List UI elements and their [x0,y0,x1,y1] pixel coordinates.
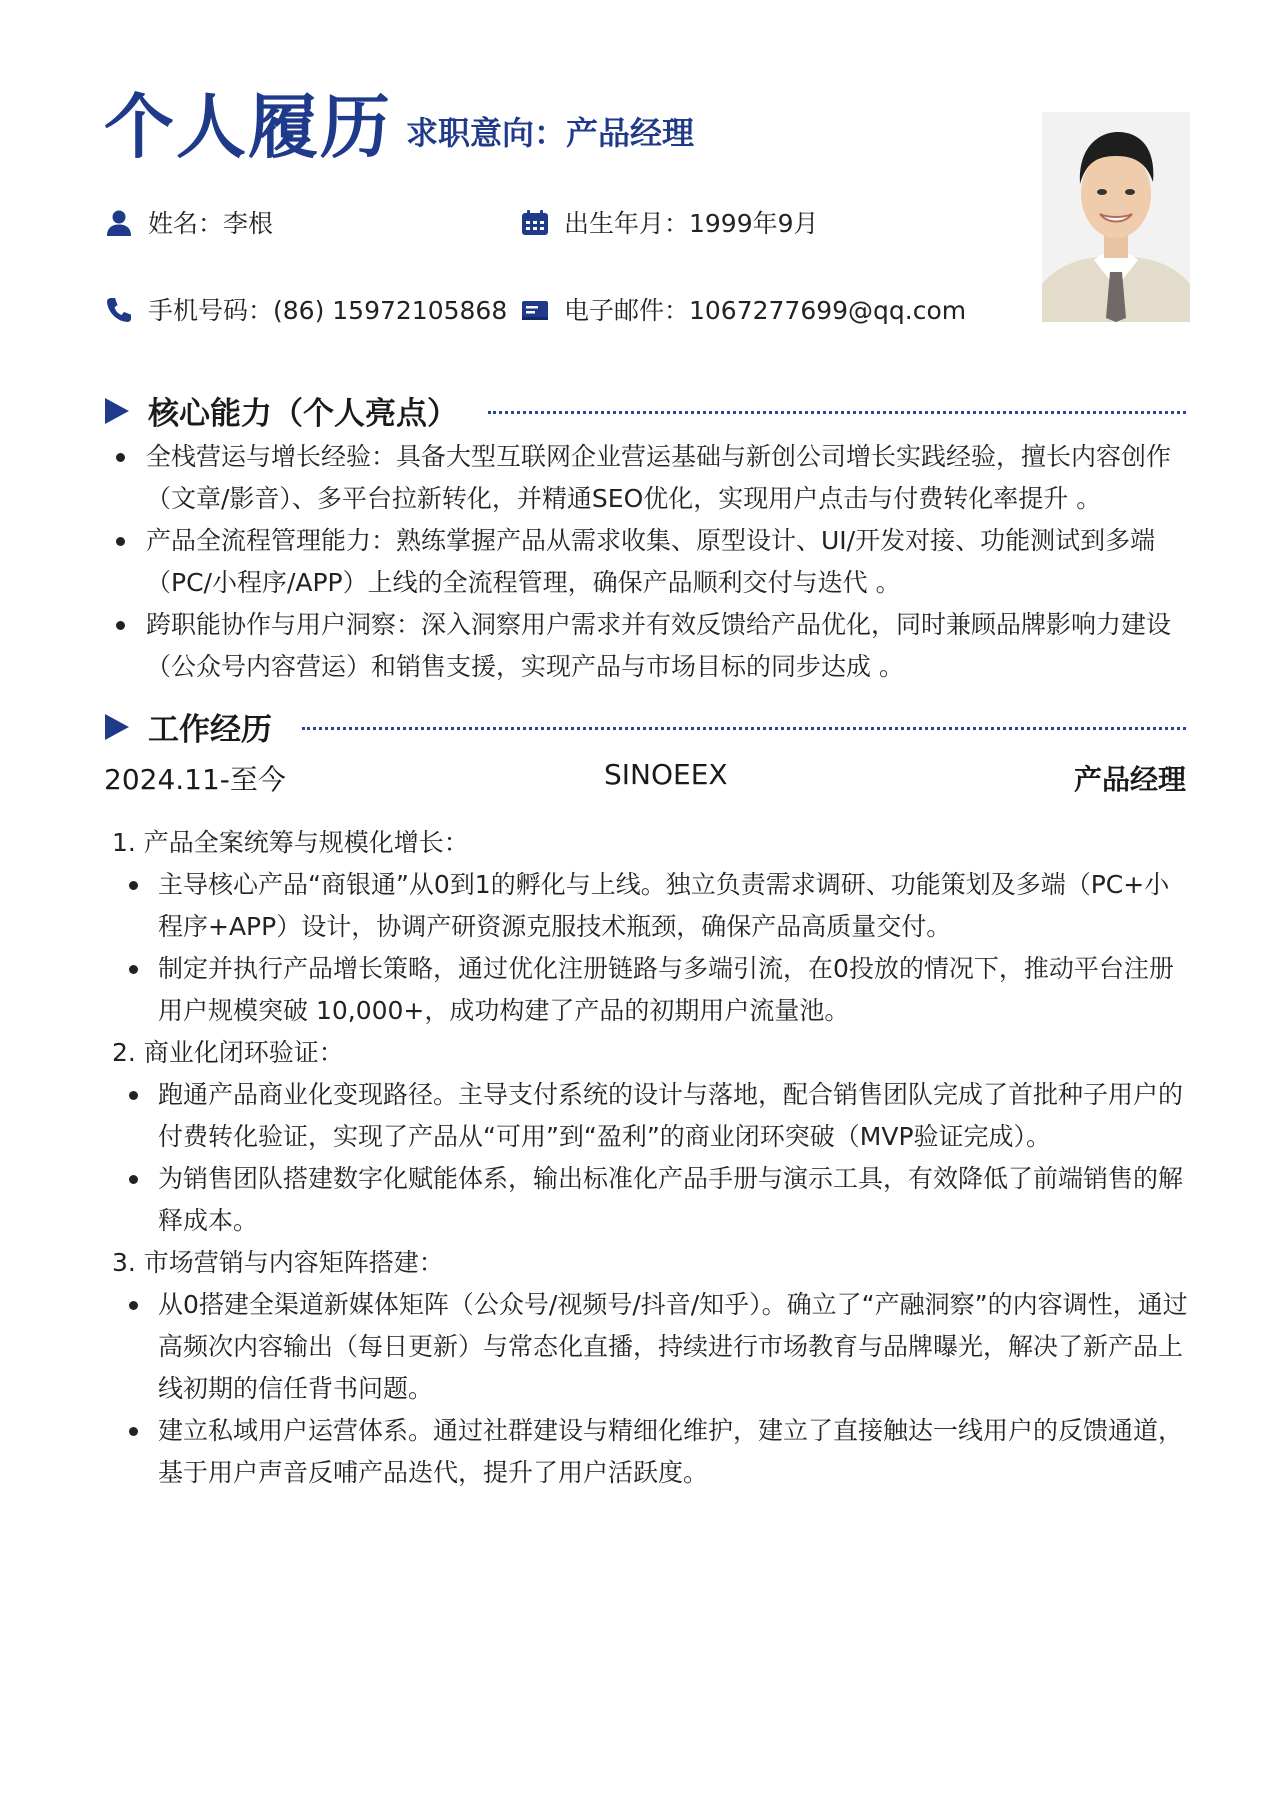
triangle-bullet-icon [104,712,130,742]
list-item: 制定并执行产品增长策略，通过优化注册链路与多端引流，在0投放的情况下，推动平台注册用户规模突破 10,000+，成功构建了产品的初期用户流量池。 [112,948,1192,1032]
job-period: 2024.11-至今 [104,763,286,796]
job-intention: 求职意向：产品经理 [406,114,695,152]
email-text: 电子邮件：1067277699@qq.com [564,295,967,325]
bullet-dot [129,1427,138,1436]
bullet-dot [129,965,138,974]
list-item: 跑通产品商业化变现路径。主导支付系统的设计与落地，配合销售团队完成了首批种子用户的付费转化验证，实现了产品从“可用”到“盈利”的商业闭环突破（MVP验证完成）。 [112,1074,1192,1158]
card-icon [520,295,550,325]
work-group-title: 1. 产品全案统筹与规模化增长： [112,828,469,857]
list-item: 为销售团队搭建数字化赋能体系，输出标准化产品手册与演示工具，有效降低了前端销售的解释成本。 [112,1158,1192,1242]
section-divider [488,411,1186,414]
work-details [112,822,1192,1494]
list-item: 从0搭建全渠道新媒体矩阵（公众号/视频号/抖音/知乎）。确立了“产融洞察”的内容调性，通过高频次内容输出（每日更新）与常态化直播，持续进行市场教育与品牌曝光，解决了新产品上线初期的信任背书问题。 [112,1284,1192,1410]
calendar-icon [520,208,550,238]
list-item: 主导核心产品“商银通”从0到1的孵化与上线。独立负责需求调研、功能策划及多端（PC+小程序+APP）设计，协调产研资源克服技术瓶颈，确保产品高质量交付。 [112,864,1192,948]
bullet-dot [116,537,125,546]
bullet-dot [129,1175,138,1184]
phone-icon [104,295,134,325]
bullet-dot [129,1091,138,1100]
bullet-dot [116,453,125,462]
list-item: 全栈营运与增长经验：具备大型互联网企业营运基础与新创公司增长实践经验，擅长内容创作（文章/影音）、多平台拉新转化，并精通SEO优化，实现用户点击与付费转化率提升 。 [110,436,1190,520]
list-item: 产品全流程管理能力：熟练掌握产品从需求收集、原型设计、UI/开发对接、功能测试到多端（PC/小程序/APP）上线的全流程管理，确保产品顺利交付与迭代 。 [110,520,1190,604]
work-group-list [112,864,1192,1032]
work-group-list [112,1074,1192,1242]
info-email [520,295,966,325]
section-divider [302,727,1186,730]
work-section-header [104,704,1186,749]
name-text: 姓名：李根 [148,208,274,238]
list-item: 建立私域用户运营体系。通过社群建设与精细化维护，建立了直接触达一线用户的反馈通道，基于用户声音反哺产品迭代，提升了用户活跃度。 [112,1410,1192,1494]
list-item: 跨职能协作与用户洞察：深入洞察用户需求并有效反馈给产品优化，同时兼顾品牌影响力建设（公众号内容营运）和销售支援，实现产品与市场目标的同步达成 。 [110,604,1190,688]
bullet-dot [129,881,138,890]
bullet-dot [129,1301,138,1310]
core-section-title: 核心能力（个人亮点） [148,396,458,432]
work-group-title: 3. 市场营销与内容矩阵搭建： [112,1248,444,1277]
job-role: 产品经理 [1073,763,1186,796]
person-icon [104,208,134,238]
job-header [104,758,1186,798]
info-birth [520,208,819,238]
resume-title: 个人履历 [104,86,392,168]
bullet-dot [116,621,125,630]
profile-photo [1042,112,1190,322]
triangle-bullet-icon [104,396,130,426]
info-name [104,208,273,238]
work-group-list [112,1284,1192,1494]
birth-text: 出生年月：1999年9月 [564,208,819,238]
job-company: SINOEEX [604,758,728,791]
phone-text: 手机号码：(86) 15972105868 [148,295,508,325]
work-section-title: 工作经历 [148,712,272,748]
core-section-header [104,388,1186,433]
info-phone [104,295,507,325]
work-group-title: 2. 商业化闭环验证： [112,1038,344,1067]
core-list [110,436,1190,688]
